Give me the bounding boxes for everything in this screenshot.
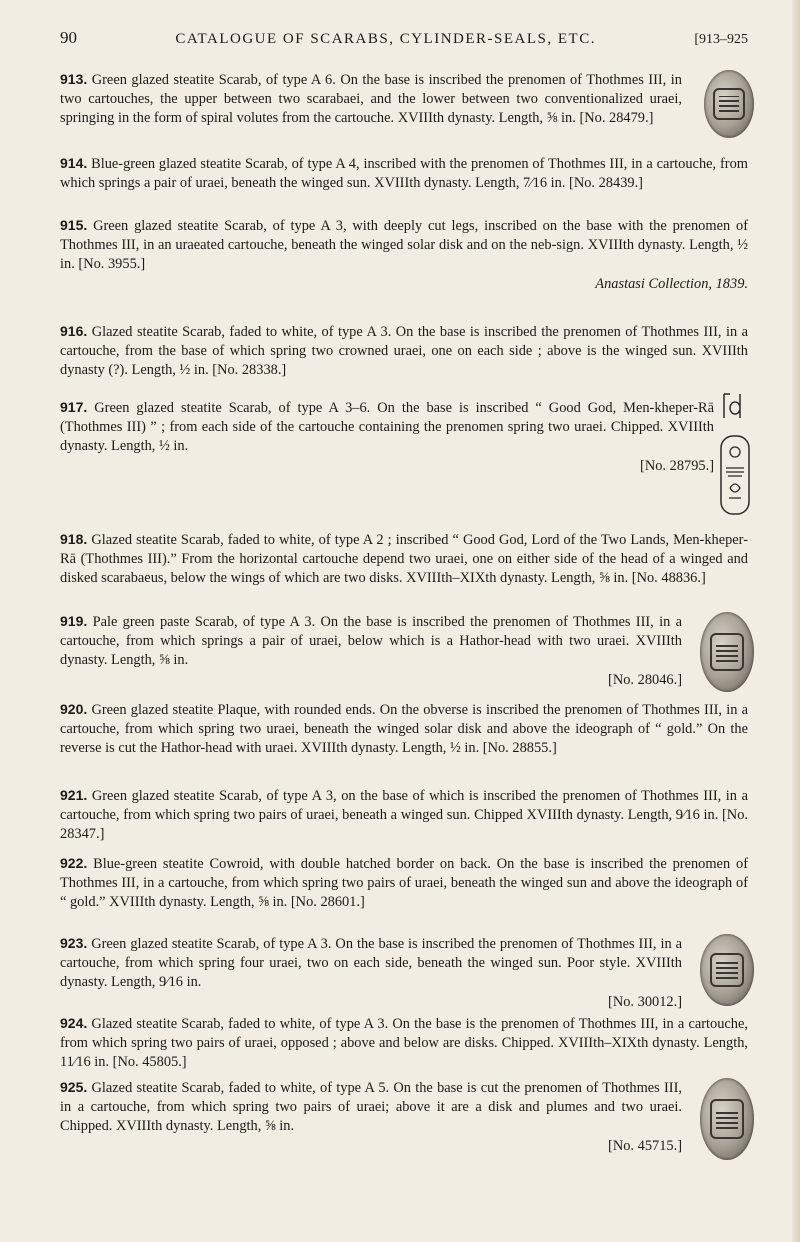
entry-text: Green glazed steatite Scarab, of type A 3–6. On the base is inscribed “ Good God, Men-kheper-Rā (Thothmes III) ” ; from each side of the cartouche containing the prenomen spring two uraei. Chipped. XVIIIth dynasty. Length, ½ in.: [60, 400, 714, 455]
entry-ref: [No. 28601.]: [290, 894, 365, 911]
entry-text: Green glazed steatite Scarab, of type A 3. On the base is inscribed the prenomen of Thothmes III, in a cartouche, from which spring four uraei, two on each side, beneath the winged sun. Poor style. XVIIIth dynasty. Length, 9⁄16 in.: [60, 936, 682, 991]
entry-ref: [No. 45715.]: [608, 1137, 682, 1154]
entry-ref: [No. 28338.]: [212, 362, 287, 379]
catalogue-entry-916: [60, 322, 748, 381]
entry-text: Green glazed steatite Scarab, of type A 6. On the base is inscribed the prenomen of Thothmes III, in two cartouches, the upper between two scarabaei, and the lower between two conventionalized uraei, springing in the form of spiral volutes from the cartouche. XVIIIth dynasty. Length, ⅝ in.: [60, 72, 682, 127]
entry-text: Glazed steatite Scarab, faded to white, of type A 2 ; inscribed “ Good God, Lord of the Two Lands, Men-kheper-Rā (Thothmes III).” From the horizontal cartouche depend two uraei, one on either side of the head of a winged and disked scarabaeus, below the wings of which are two disks. XVIIIth–XIXth dynasty. Length, ⅝ in.: [60, 532, 748, 587]
entry-ref: [No. 48836.]: [631, 570, 706, 587]
entry-ref: [No. 3955.]: [78, 256, 146, 273]
scarab-illustration-icon: [700, 1078, 754, 1160]
scarab-illustration-icon: [700, 612, 754, 692]
catalogue-entry-917: [60, 398, 714, 476]
catalogue-entry-914: [60, 154, 748, 193]
entry-ref: [No. 30012.]: [608, 993, 682, 1010]
entry-ref: [No. 28439.]: [569, 175, 643, 192]
page-number: 90: [60, 28, 77, 47]
entry-number: 916.: [60, 323, 88, 339]
entry-text: Green glazed steatite Scarab, of type A 3, with deeply cut legs, inscribed on the base with the prenomen of Thothmes III, in an uraeated cartouche, beneath the winged solar disk and on the neb-sign. XVIIIth dynasty. Length, ½ in.: [60, 218, 748, 273]
entry-text: Glazed steatite Scarab, faded to white, of type A 3. On the base is the prenomen of Thothmes III, in a cartouche, from which spring two pairs of uraei, opposed ; above and below are disks. Chipped. XVIIIth–XIXth dynasty. Length, 11⁄16 in.: [60, 1016, 748, 1071]
catalogue-entry-922: [60, 854, 748, 913]
catalogue-entry-923: [60, 934, 682, 1012]
entry-text: Glazed steatite Scarab, faded to white, of type A 5. On the base is cut the prenomen of Thothmes III, in a cartouche, from which spring two pairs of uraei; above it are a disk and plumes and two uraei. Chipped. XVIIIth dynasty. Length, ⅝ in.: [60, 1080, 682, 1135]
entry-number: 923.: [60, 935, 88, 951]
catalogue-entry-913: [60, 70, 682, 129]
entry-number: 914.: [60, 155, 88, 171]
scarab-illustration-icon: [700, 934, 754, 1006]
catalogue-entry-918: [60, 530, 748, 589]
entry-text: Green glazed steatite Plaque, with rounded ends. On the obverse is inscribed the prenomen of Thothmes III, in a cartouche, from which spring two uraei, beneath the winged solar disk and above the ideograph of “ gold.” On the reverse is cut the Hathor-head with uraei. XVIIIth dynasty. Length, ½ in.: [60, 702, 748, 757]
entry-number: 920.: [60, 701, 88, 717]
entry-text: Blue-green steatite Cowroid, with double hatched border on back. On the base is inscribed the prenomen of Thothmes III, in a cartouche, from which spring two pairs of uraei, beneath the winged sun and above the ideograph of “ gold.” XVIIIth dynasty. Length, ⅝ in.: [60, 856, 748, 911]
catalogue-entry-921: [60, 786, 748, 845]
entry-text: Green glazed steatite Scarab, of type A 3, on the base of which is inscribed the prenomen of Thothmes III, in a cartouche, from which spring two pairs of uraei, beneath a winged sun. Chipped XVIIIth dynasty. Length, 9⁄16 in.: [60, 788, 748, 824]
catalogue-entry-919: [60, 612, 682, 690]
entry-number: 925.: [60, 1079, 88, 1095]
entry-ref: [No. 28046.]: [608, 671, 682, 688]
running-title: CATALOGUE OF SCARABS, CYLINDER-SEALS, ETC.: [175, 31, 596, 47]
entry-number: 917.: [60, 399, 88, 415]
catalogue-entry-924: [60, 1014, 748, 1073]
entry-ref: [No. 28855.]: [482, 740, 557, 757]
entry-number: 919.: [60, 613, 88, 629]
page-edge-shadow: [792, 0, 800, 1242]
scarab-illustration-icon: [704, 70, 754, 138]
entry-ref: [No. 28479.]: [579, 110, 654, 127]
entry-number: 922.: [60, 855, 88, 871]
entry-text: Glazed steatite Scarab, faded to white, of type A 3. On the base is inscribed the prenomen of Thothmes III, in a cartouche, from the base of which spring two crowned uraei, one on each side ; above is the winged sun. XVIIIth dynasty (?). Length, ½ in.: [60, 324, 748, 379]
catalogue-entry-920: [60, 700, 748, 759]
entry-number: 915.: [60, 217, 88, 233]
entry-text: Blue-green glazed steatite Scarab, of type A 4, inscribed with the prenomen of Thothmes III, in a cartouche, from which springs a pair of uraei, beneath the winged sun. XVIIIth dynasty. Length, 7⁄16 in.: [60, 156, 748, 192]
entry-number: 921.: [60, 787, 88, 803]
entry-number: 918.: [60, 531, 88, 547]
entry-number: 924.: [60, 1015, 88, 1031]
catalogue-entry-925: [60, 1078, 682, 1156]
entry-ref: [No. 28795.]: [640, 457, 714, 474]
cartouche-drawing-icon: [718, 392, 752, 518]
entry-text: Pale green paste Scarab, of type A 3. On the base is inscribed the prenomen of Thothmes III, in a cartouche, from which springs a pair of uraei, below which is a Hathor-head with two uraei. XVIIIth dynasty. Length, ⅝ in.: [60, 614, 682, 669]
catalogue-entry-915: [60, 216, 748, 294]
entry-range: [913–925: [694, 32, 748, 47]
entry-ref: [No. 28347.]: [60, 807, 748, 843]
entry-number: 913.: [60, 71, 88, 87]
entry-collection: Anastasi Collection, 1839.: [595, 275, 748, 292]
entry-ref: [No. 45805.]: [112, 1054, 187, 1071]
page-header: [60, 28, 748, 48]
